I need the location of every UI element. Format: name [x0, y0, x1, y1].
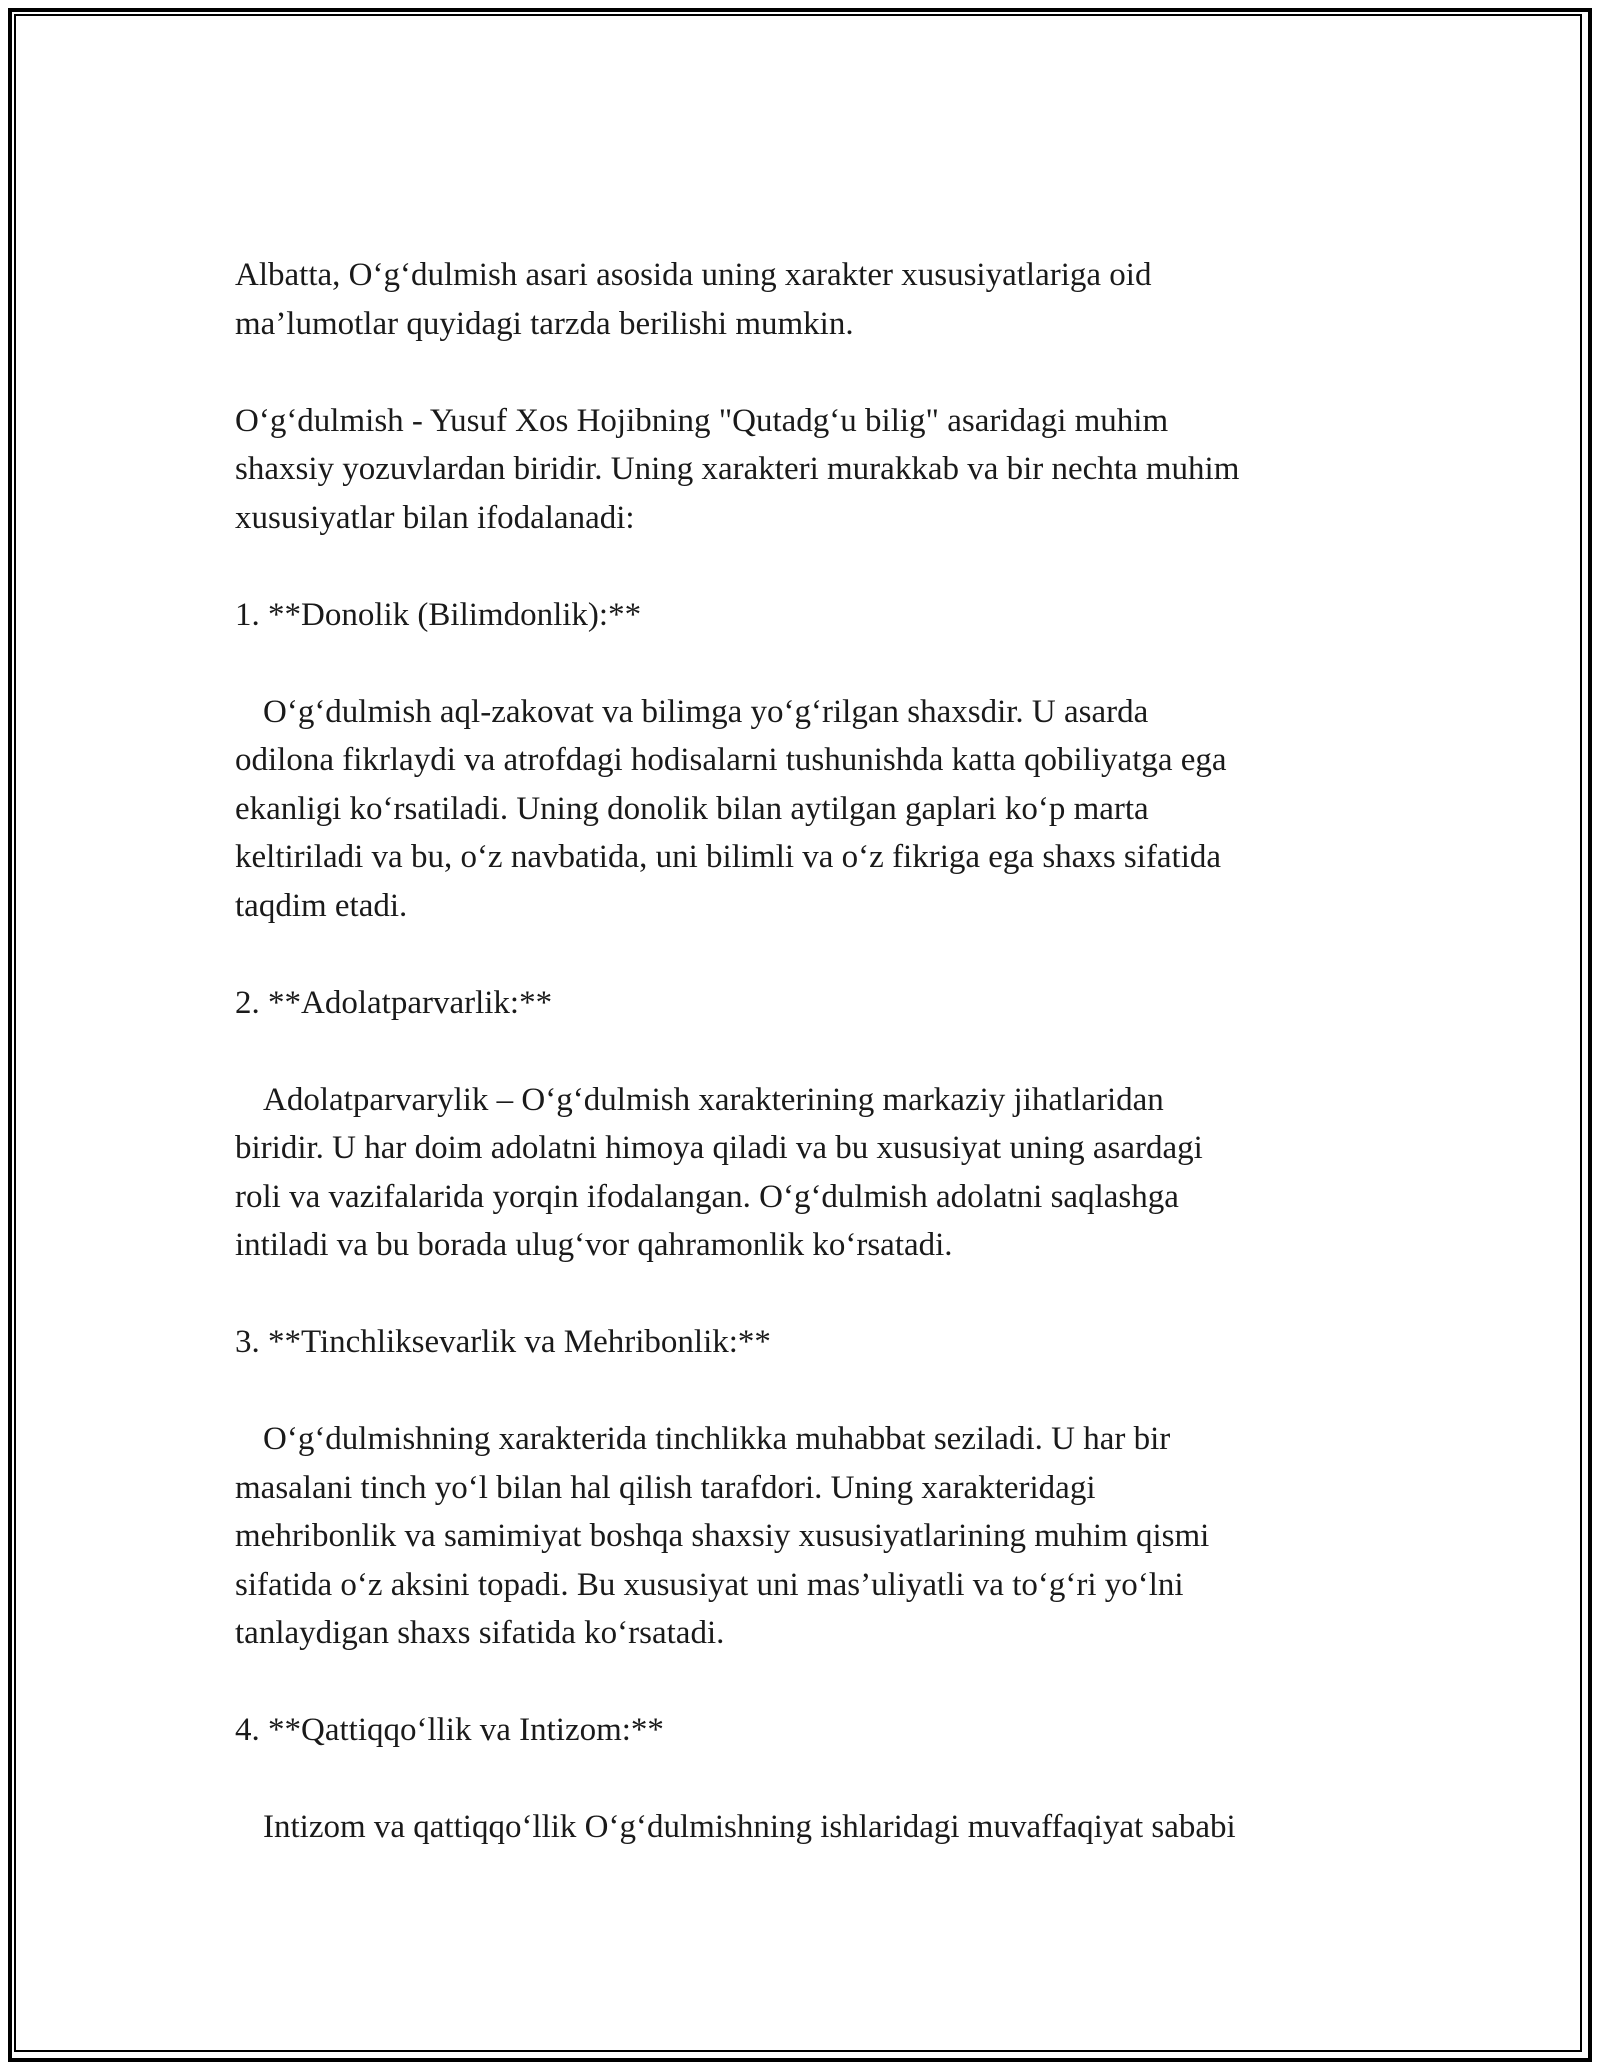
heading-donolik: 1. **Donolik (Bilimdonlik):**	[235, 596, 642, 633]
heading-tinchliksevarlik: 3. **Tinchliksevarlik va Mehribonlik:**	[235, 1324, 771, 1360]
document-body	[235, 251, 1415, 1900]
heading-qattiqqollik: 4. **Qattiqqo‘llik va Intizom:**	[235, 1712, 664, 1748]
paragraph-tinchliksevarlik: O‘g‘dulmishning xarakterida tinchlikka muhabbat seziladi. U har bir masalani tinch yo‘l bilan hal qilish tarafdori. Uning xarakteridagi mehribonlik va samimiyat boshqa shaxsiy xususiyatlarining muhim qismi sifatida o‘z aksini topadi. Bu xususiyat uni mas’uliyatli va to‘g‘ri yo‘lni tanlaydigan shaxs sifatida ko‘rsatadi.	[235, 1421, 1210, 1651]
paragraph-adolatparvarlik: Adolatparvarylik – O‘g‘dulmish xarakterining markaziy jihatlaridan biridir. U har doim adolatni himoya qiladi va bu xususiyat uning asardagi roli va vazifalarida yorqin ifodalangan. O‘g‘dulmish adolatni saqlashga intiladi va bu borada ulug‘vor qahramonlik ko‘rsatadi.	[235, 1081, 1203, 1263]
heading-adolatparvarlik: 2. **Adolatparvarlik:**	[235, 984, 553, 1021]
paragraph-qattiqqollik: Intizom va qattiqqo‘llik O‘g‘dulmishning ishlaridagi muvaffaqiyat sababi	[263, 1809, 1236, 1845]
paragraph-donolik: O‘g‘dulmish aql-zakovat va bilimga yo‘g‘rilgan shaxsdir. U asarda odilona fikrlaydi va atrofdagi hodisalarni tushunishda katta qobiliyatga ega ekanligi ko‘rsatiladi. Uning donolik bilan aytilgan gaplari ko‘p marta keltiriladi va bu, o‘z navbatida, uni bilimli va o‘z fikriga ega shaxs sifatida taqdim etadi.	[235, 693, 1227, 924]
paragraph-intro: Albatta, O‘g‘dulmish asari asosida uning xarakter xususiyatlariga oid ma’lumotlar quyidagi tarzda berilishi mumkin.	[235, 257, 1152, 342]
paragraph-overview: O‘g‘dulmish - Yusuf Xos Hojibning "Qutadg‘u bilig" asaridagi muhim shaxsiy yozuvlardan biridir. Uning xarakteri murakkab va bir nechta muhim xususiyatlar bilan ifodalanadi:	[235, 402, 1240, 536]
